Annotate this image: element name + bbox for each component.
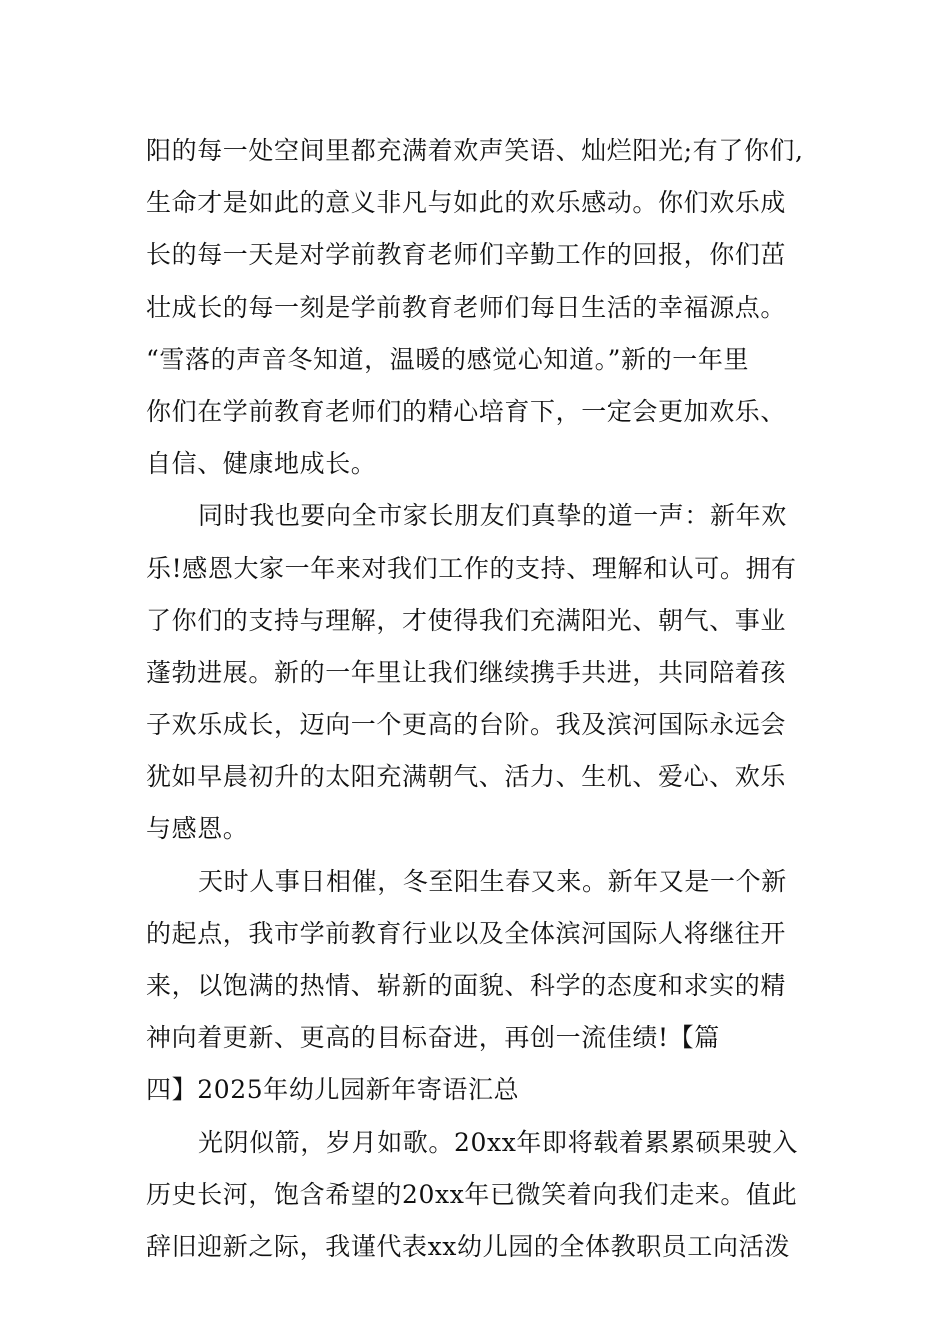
- document-body: [146, 125, 804, 1273]
- text-line: 的起点，我市学前教育行业以及全体滨河国际人将继往开: [146, 918, 787, 948]
- paragraph-first-line: 同时我也要向全市家长朋友们真挚的道一声：新年欢: [198, 501, 787, 531]
- text-line: “雪落的声音冬知道，温暖的感觉心知道。”新的一年里: [146, 344, 750, 374]
- text-line: 来，以饱满的热情、崭新的面貌、科学的态度和求实的精: [146, 971, 787, 1000]
- text-line: 你们在学前教育老师们的精心培育下，一定会更加欢乐、: [146, 396, 787, 426]
- text-line: 与感恩。: [146, 814, 249, 844]
- text-line: 阳的每一处空间里都充满着欢声笑语、灿烂阳光;有了你们,: [146, 136, 804, 165]
- text-line: 自信、健康地成长。: [146, 449, 377, 479]
- text-line: 了你们的支持与理解，才使得我们充满阳光、朝气、事业: [146, 605, 787, 635]
- text-line: 壮成长的每一刻是学前教育老师们每日生活的幸福源点。: [146, 292, 787, 322]
- section-heading-line: 四】2025年幼儿园新年寄语汇总: [146, 1075, 520, 1105]
- text-line: 乐!感恩大家一年来对我们工作的支持、理解和认可。拥有: [146, 553, 797, 583]
- text-line: 生命才是如此的意义非凡与如此的欢乐感动。你们欢乐成: [146, 188, 787, 218]
- text-line: 子欢乐成长，迈向一个更高的台阶。我及滨河国际永远会: [146, 710, 787, 740]
- text-line: 犹如早晨初升的太阳充满朝气、活力、生机、爱心、欢乐: [146, 762, 787, 792]
- paragraph-first-line: 光阴似箭，岁月如歌。20xx年即将载着累累硕果驶入: [198, 1127, 799, 1157]
- text-line: 历史长河，饱含希望的20xx年已微笑着向我们走来。值此: [146, 1179, 798, 1209]
- text-line: 辞旧迎新之际，我谨代表xx幼儿园的全体教职员工向活泼: [146, 1231, 790, 1261]
- text-line: 神向着更新、更高的目标奋进，再创一流佳绩!【篇: [146, 1023, 720, 1053]
- text-line: 蓬勃进展。新的一年里让我们继续携手共进，共同陪着孩: [146, 657, 787, 687]
- paragraph-first-line: 天时人事日相催，冬至阳生春又来。新年又是一个新: [198, 866, 787, 896]
- text-line: 长的每一天是对学前教育老师们辛勤工作的回报，你们茁: [146, 240, 787, 270]
